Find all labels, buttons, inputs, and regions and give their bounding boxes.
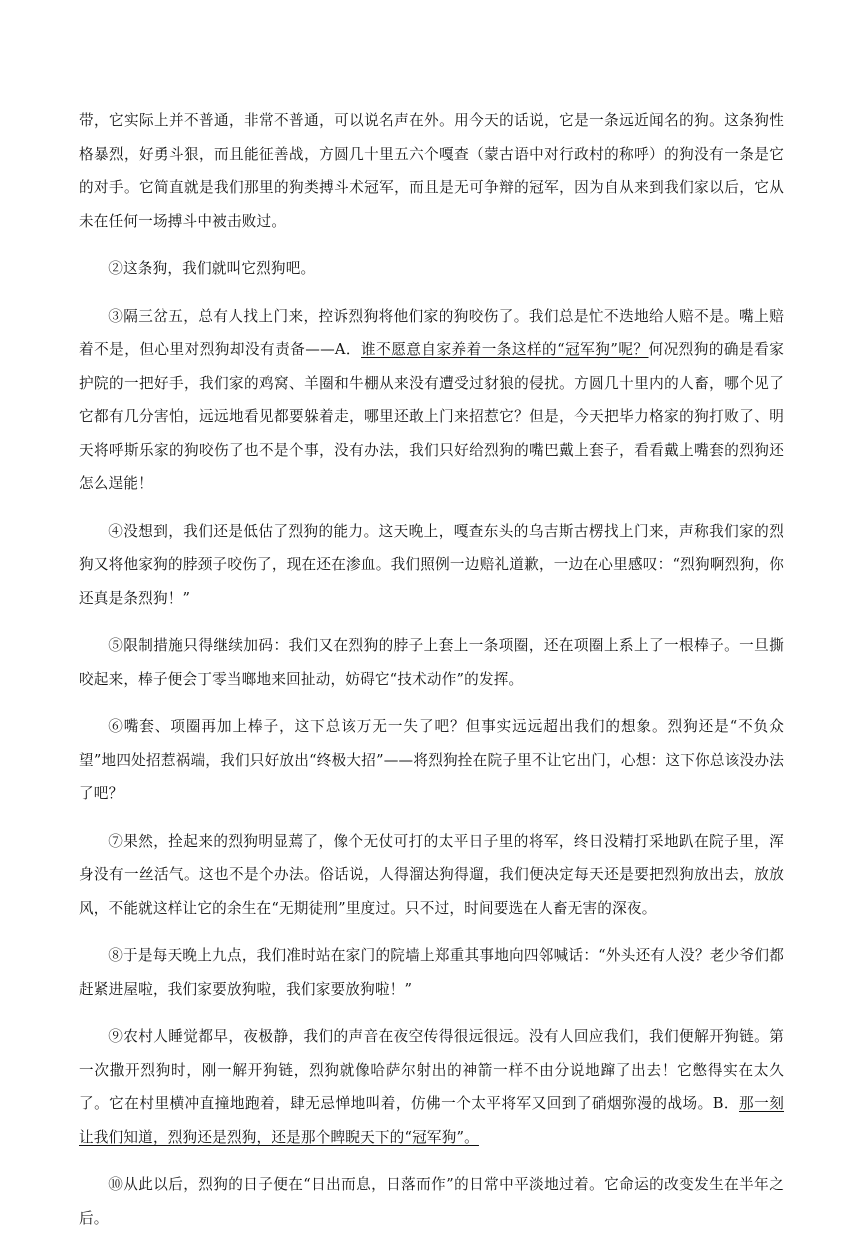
paragraph-text: ④没想到，我们还是低估了烈狗的能力。这天晚上，嘎查东头的乌吉斯古楞找上门来，声称我们家的烈狗又将他家狗的脖颈子咬伤了，现在还在渗血。我们照例一边赔礼道歉，一边在心里感叹：“烈狗啊烈狗，你还真是条烈狗！” <box>79 522 784 607</box>
paragraph-text: ⑩从此以后，烈狗的日子便在“日出而息，日落而作”的日常中平淡地过着。它命运的改变发生在半年之后。 <box>79 1176 784 1227</box>
paragraph-text: ⑥嘴套、项圈再加上棒子，这下总该万无一失了吧？但事实远远超出我们的想象。烈狗还是“不负众望”地四处招惹祸端，我们只好放出“终极大招”——将烈狗拴在院子里不让它出门，心想：这下你总该没办法了吧？ <box>79 718 784 802</box>
underlined-sentence-b: 那一刻让我们知道，烈狗还是烈狗，还是那个睥睨天下的“冠军狗”。 <box>79 1095 785 1146</box>
paragraph-10 <box>79 1168 784 1235</box>
paragraph-text: ⑨农村人睡觉都早，夜极静，我们的声音在夜空传得很远很远。没有人回应我们，我们便解开狗链。第一次撒开烈狗时，刚一解开狗链，烈狗就像哈萨尔射出的神箭一样不由分说地蹿了出去！它憋得实在太久了。它在村里横冲直撞地跑着，肆无忌惮地叫着，仿佛一个太平将军又回到了硝烟弥漫的战场。B． <box>79 1028 784 1112</box>
underlined-sentence-a: 谁不愿意自家养着一条这样的“冠军狗”呢？ <box>361 341 649 358</box>
paragraph-text: ③隔三岔五，总有人找上门来，控诉烈狗将他们家的狗咬伤了。我们总是忙不迭地给人赔不是。嘴上赔着不是，但心里对烈狗却没有责备——A． <box>79 307 784 358</box>
paragraph-7 <box>79 825 784 926</box>
paragraph-text: 何况烈狗的确是看家护院的一把好手，我们家的鸡窝、羊圈和牛棚从来没有遭受过豺狼的侵扰。方圆几十里内的人畜，哪个见了它都有几分害怕，远远地看见都要躲着走，哪里还敢上门来招惹它？但是，今天把毕力格家的狗打败了、明天将呼斯乐家的狗咬伤了也不是个事，没有办法，我们只好给烈狗的嘴巴戴上套子，看看戴上嘴套的烈狗还怎么逞能！ <box>79 341 784 492</box>
paragraph-6 <box>79 710 784 811</box>
paragraph-9 <box>79 1020 784 1154</box>
paragraph-2 <box>79 252 784 286</box>
paragraph-5 <box>79 629 784 696</box>
paragraph-text: 带，它实际上并不普通，非常不普通，可以说名声在外。用今天的话说，它是一条远近闻名的狗。这条狗性格暴烈，好勇斗狠，而且能征善战，方圆几十里五六个嘎查（蒙古语中对行政村的称呼）的狗没有一条是它的对手。它简直就是我们那里的狗类搏斗术冠军，而且是无可争辩的冠军，因为自从来到我们家以后，它从未在任何一场搏斗中被击败过。 <box>79 112 784 230</box>
paragraph-4 <box>79 515 784 616</box>
paragraph-1-continued <box>79 104 784 238</box>
article-body <box>79 104 784 1249</box>
paragraph-3 <box>79 300 784 501</box>
paragraph-text: ⑤限制措施只得继续加码：我们又在烈狗的脖子上套上一条项圈，还在项圈上系上了一根棒子。一旦撕咬起来，棒子便会丁零当啷地来回扯动，妨碍它“技术动作”的发挥。 <box>79 637 784 688</box>
paragraph-text: ⑦果然，拴起来的烈狗明显蔫了，像个无仗可打的太平日子里的将军，终日没精打采地趴在院子里，浑身没有一丝活气。这也不是个办法。俗话说，人得溜达狗得遛，我们便决定每天还是要把烈狗放出去，放放风，不能就这样让它的余生在“无期徒刑”里度过。只不过，时间要选在人畜无害的深夜。 <box>79 832 784 917</box>
paragraph-text: ⑧于是每天晚上九点，我们准时站在家门的院墙上郑重其事地向四邻喊话：“外头还有人没？老少爷们都赶紧进屋啦，我们家要放狗啦，我们家要放狗啦！” <box>79 947 784 998</box>
paragraph-text: ②这条狗，我们就叫它烈狗吧。 <box>108 260 316 277</box>
paragraph-8 <box>79 939 784 1006</box>
